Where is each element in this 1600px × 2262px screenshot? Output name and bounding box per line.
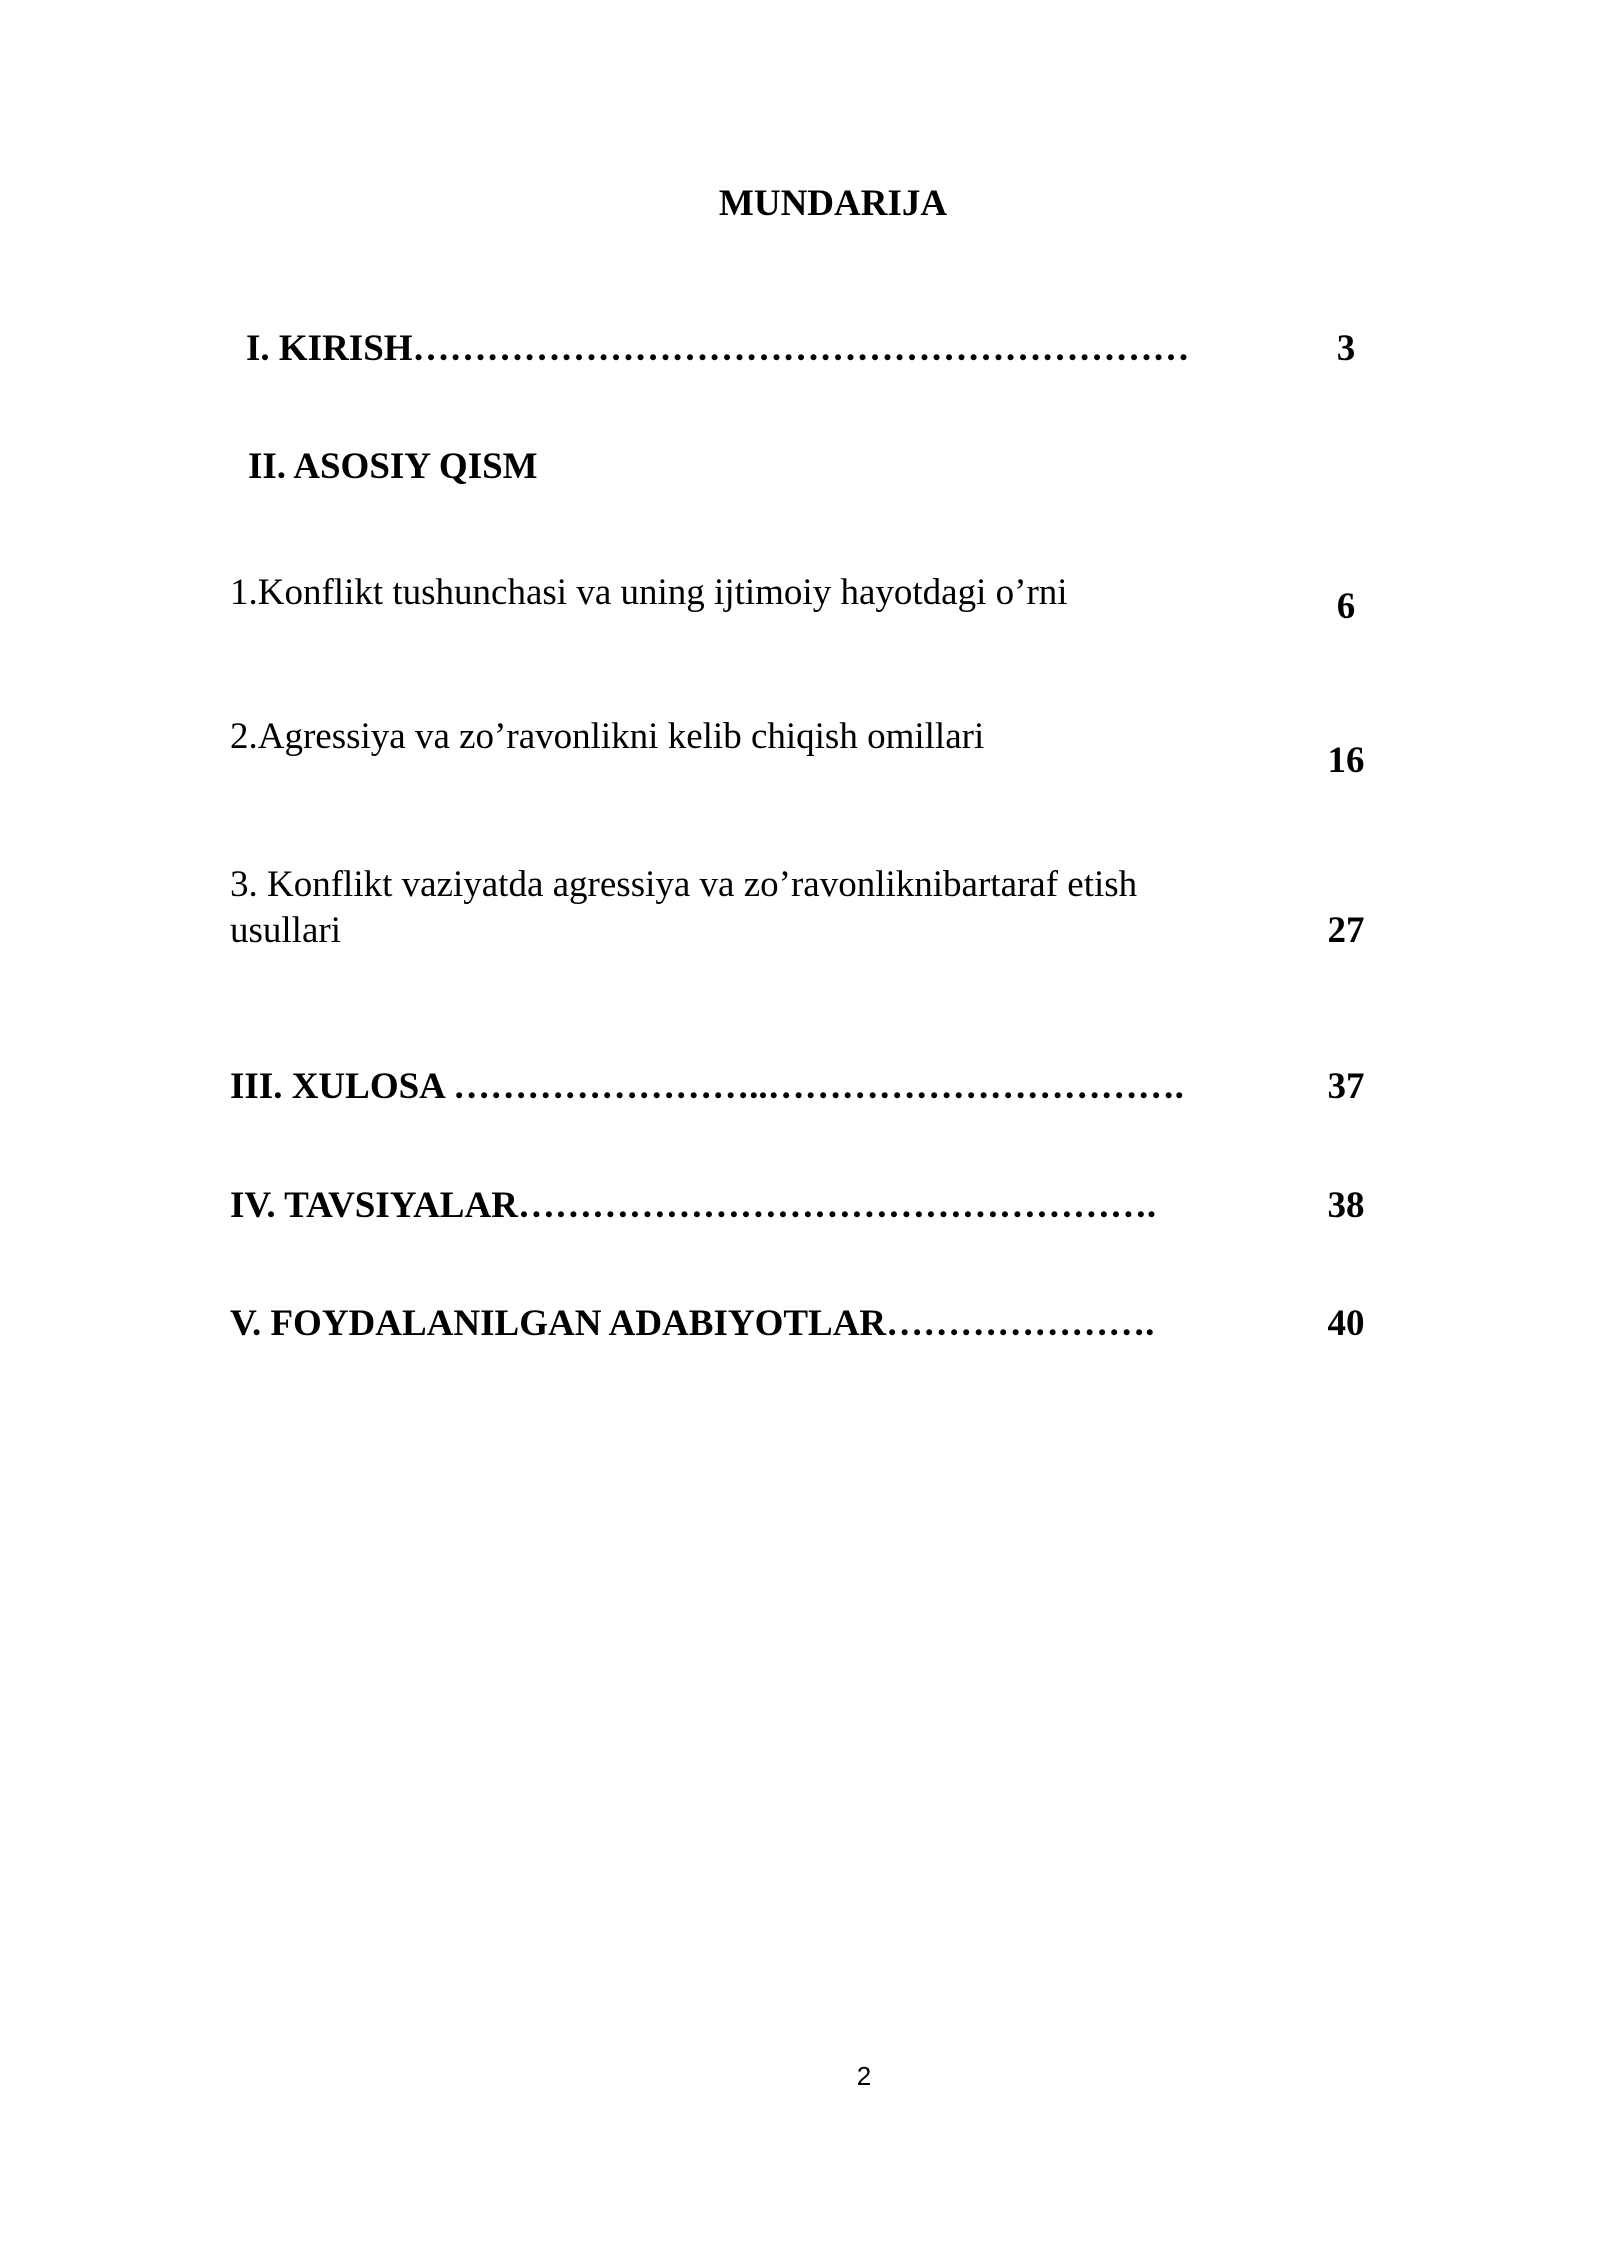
- toc-page-xulosa: 37: [1327, 1066, 1365, 1107]
- toc-page-1: 6: [1336, 586, 1356, 627]
- toc-entry-1: 1.Konflikt tushunchasi va uning ijtimoiy hayotdagi o’rni: [230, 572, 1068, 613]
- toc-entry-adabiyotlar: V. FOYDALANILGAN ADABIYOTLAR………………….: [230, 1303, 1155, 1344]
- toc-entry-kirish: I. KIRISH………………………………………………………: [246, 328, 1190, 369]
- toc-entry-3: 3. Konflikt vaziyatda agressiya va zo’ravonliknibartaraf etish usullari: [230, 864, 1138, 951]
- page-title: MUNDARIJA: [718, 183, 948, 224]
- toc-entry-tavsiyalar: IV. TAVSIYALAR…………………………………………….: [230, 1185, 1157, 1226]
- toc-page-2: 16: [1327, 740, 1365, 781]
- toc-entry-xulosa: III. XULOSA ……………………..…………………………….: [230, 1066, 1184, 1107]
- toc-page-3: 27: [1327, 910, 1365, 951]
- page-number: 2: [856, 2061, 872, 2091]
- toc-section-asosiy-qism: II. ASOSIY QISM: [248, 446, 538, 487]
- toc-page-kirish: 3: [1336, 328, 1356, 369]
- toc-page-adabiyotlar: 40: [1327, 1303, 1365, 1344]
- toc-page-tavsiyalar: 38: [1327, 1185, 1365, 1226]
- toc-entry-2: 2.Agressiya va zo’ravonlikni kelib chiqish omillari: [230, 716, 985, 757]
